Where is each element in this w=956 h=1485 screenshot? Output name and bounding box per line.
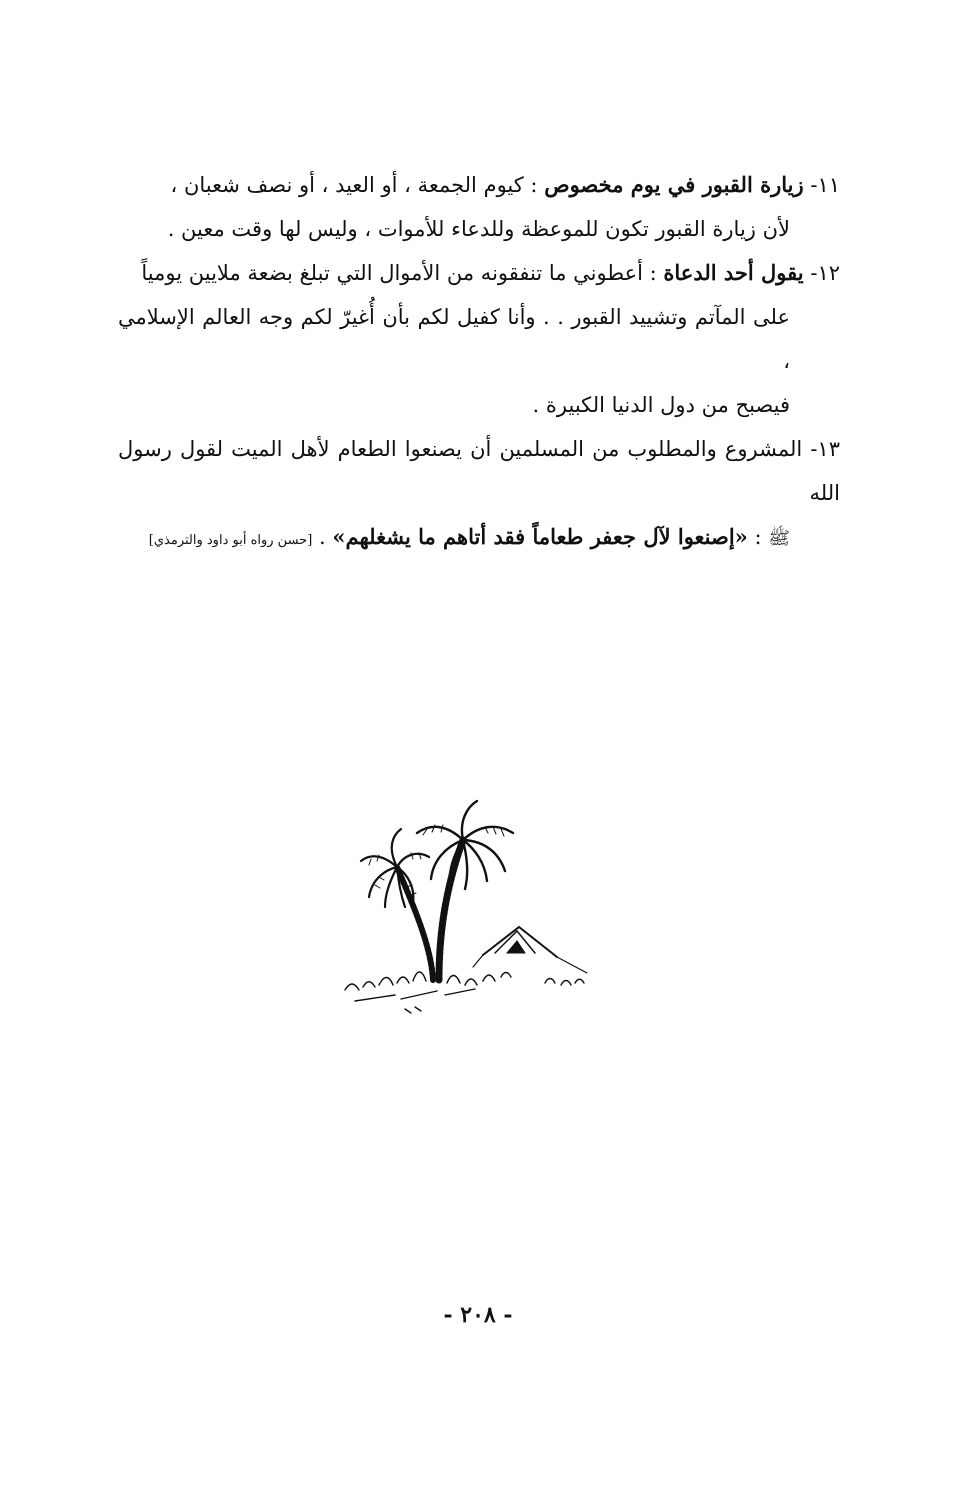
list-item-11 — [118, 163, 840, 251]
item-11-line-1 — [118, 163, 840, 207]
item-13-number: ١٣- — [810, 437, 840, 461]
item-12-line-2: على المآتم وتشييد القبور . . وأنا كفيل لكم بأن أُغيرّ لكم وجه العالم الإسلامي ، — [118, 305, 790, 373]
list-item-13 — [118, 427, 840, 563]
page-content — [118, 163, 840, 563]
hadith-reference: [حسن رواه أبو داود والترمذي] — [148, 533, 313, 548]
item-11-number: ١١- — [810, 173, 840, 197]
item-12-line-1 — [118, 251, 840, 295]
palm-trees-and-tent-illustration-icon — [335, 795, 595, 1020]
item-12-heading: يقول أحد الدعاة — [663, 260, 804, 285]
page-number: - ٢٠٨ - — [443, 1302, 513, 1328]
item-12-line-3: فيصبح من دول الدنيا الكبيرة . — [532, 393, 790, 417]
item-13-text: المشروع والمطلوب من المسلمين أن يصنعوا الطعام لأهل الميت لقول رسول الله — [118, 437, 840, 505]
item-11-line-2: لأن زيارة القبور تكون للموعظة وللدعاء للأموات ، وليس لها وقت معين . — [167, 217, 790, 241]
pbuh-symbol: ﷺ — [768, 528, 790, 549]
list-item-12 — [118, 251, 840, 427]
item-13-line-1 — [118, 427, 840, 515]
hadith-quote: «إصنعوا لآل جعفر طعاماً فقد أتاهم ما يشغلهم» — [332, 524, 748, 549]
item-13-line-2 — [118, 515, 840, 563]
item-13-dot: . — [318, 525, 333, 549]
item-12-number: ١٢- — [810, 261, 840, 285]
item-11-heading: زيارة القبور في يوم مخصوص — [544, 172, 804, 197]
item-11-text: : كيوم الجمعة ، أو العيد ، أو نصف شعبان ، — [170, 173, 545, 197]
item-12-text: : أعطوني ما تنفقونه من الأموال التي تبلغ بضعة ملايين يومياً — [141, 261, 664, 285]
item-13-colon: : — [747, 525, 769, 549]
